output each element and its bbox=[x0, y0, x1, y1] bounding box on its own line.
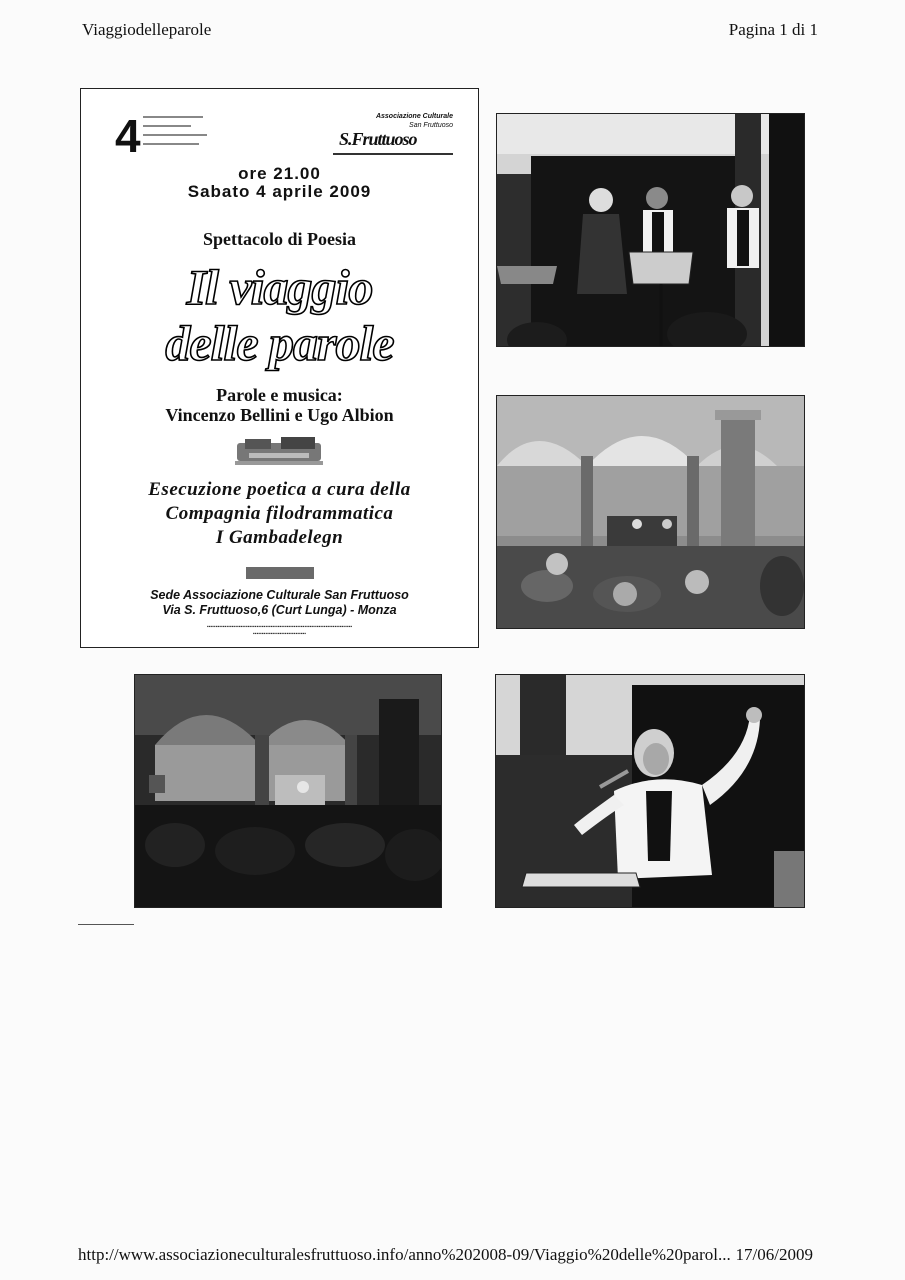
source-url: http://www.associazioneculturalesfruttuoso.info/anno%202008-09/Viaggio%20delle%20parol... bbox=[78, 1245, 731, 1264]
divider-line bbox=[78, 924, 134, 925]
logo-line-2: San Fruttuoso bbox=[409, 122, 453, 129]
print-date: 17/06/2009 bbox=[735, 1245, 813, 1264]
poster-number: 4 bbox=[115, 110, 141, 162]
dark-hall-audience-photo bbox=[134, 674, 442, 908]
venue-line-2: Via S. Fruttuoso,6 (Curt Lunga) - Monza bbox=[162, 603, 397, 617]
arcade-hall-audience-photo bbox=[496, 395, 805, 629]
event-genre: Spettacolo di Poesia bbox=[203, 229, 356, 249]
execution-credit-line-3: I Gambadelegn bbox=[215, 527, 344, 548]
page-number: Pagina 1 di 1 bbox=[728, 20, 818, 39]
event-title-line-2: delle parole bbox=[165, 315, 394, 371]
association-logo bbox=[333, 113, 453, 161]
singer-microphone-photo bbox=[495, 674, 805, 908]
poster-small-text-block bbox=[143, 116, 213, 152]
event-date: Sabato 4 aprile 2009 bbox=[187, 182, 372, 201]
music-credit-line-2: Vincenzo Bellini e Ugo Albion bbox=[165, 405, 394, 425]
free-entry-badge bbox=[246, 567, 314, 579]
logo-line-1: Associazione Culturale bbox=[375, 113, 453, 120]
logo-script: S.Fruttuoso bbox=[339, 129, 417, 149]
execution-credit-line-2: Compagnia filodrammatica bbox=[165, 503, 394, 524]
fine-print-line-1: ▪▪▪▪▪▪▪▪▪▪▪▪▪▪▪▪▪▪▪▪▪▪▪▪▪▪▪▪▪▪▪▪▪▪▪▪▪▪▪▪▪▪▪▪▪▪▪▪▪▪▪▪▪▪▪▪▪▪▪▪▪▪▪▪▪▪▪▪▪▪▪▪▪▪▪▪▪▪▪▪▪▪ bbox=[206, 625, 353, 630]
event-time: ore 21.00 bbox=[238, 164, 321, 183]
event-poster bbox=[80, 88, 479, 648]
logo-underline bbox=[333, 153, 453, 155]
theatre-emblem-icon bbox=[231, 435, 327, 469]
event-title-line-1: Il viaggio bbox=[186, 259, 373, 315]
stage-performers-photo bbox=[496, 113, 805, 347]
page-header-title: Viaggiodelleparole bbox=[82, 20, 212, 39]
fine-print-line-2: ▪▪▪▪▪▪▪▪▪▪▪▪▪▪▪▪▪▪▪▪▪▪▪▪▪▪▪▪▪▪ bbox=[252, 632, 307, 637]
execution-credit-line-1: Esecuzione poetica a cura della bbox=[148, 479, 411, 500]
music-credit-line-1: Parole e musica: bbox=[216, 385, 343, 405]
venue-line-1: Sede Associazione Culturale San Fruttuoso bbox=[150, 588, 409, 602]
